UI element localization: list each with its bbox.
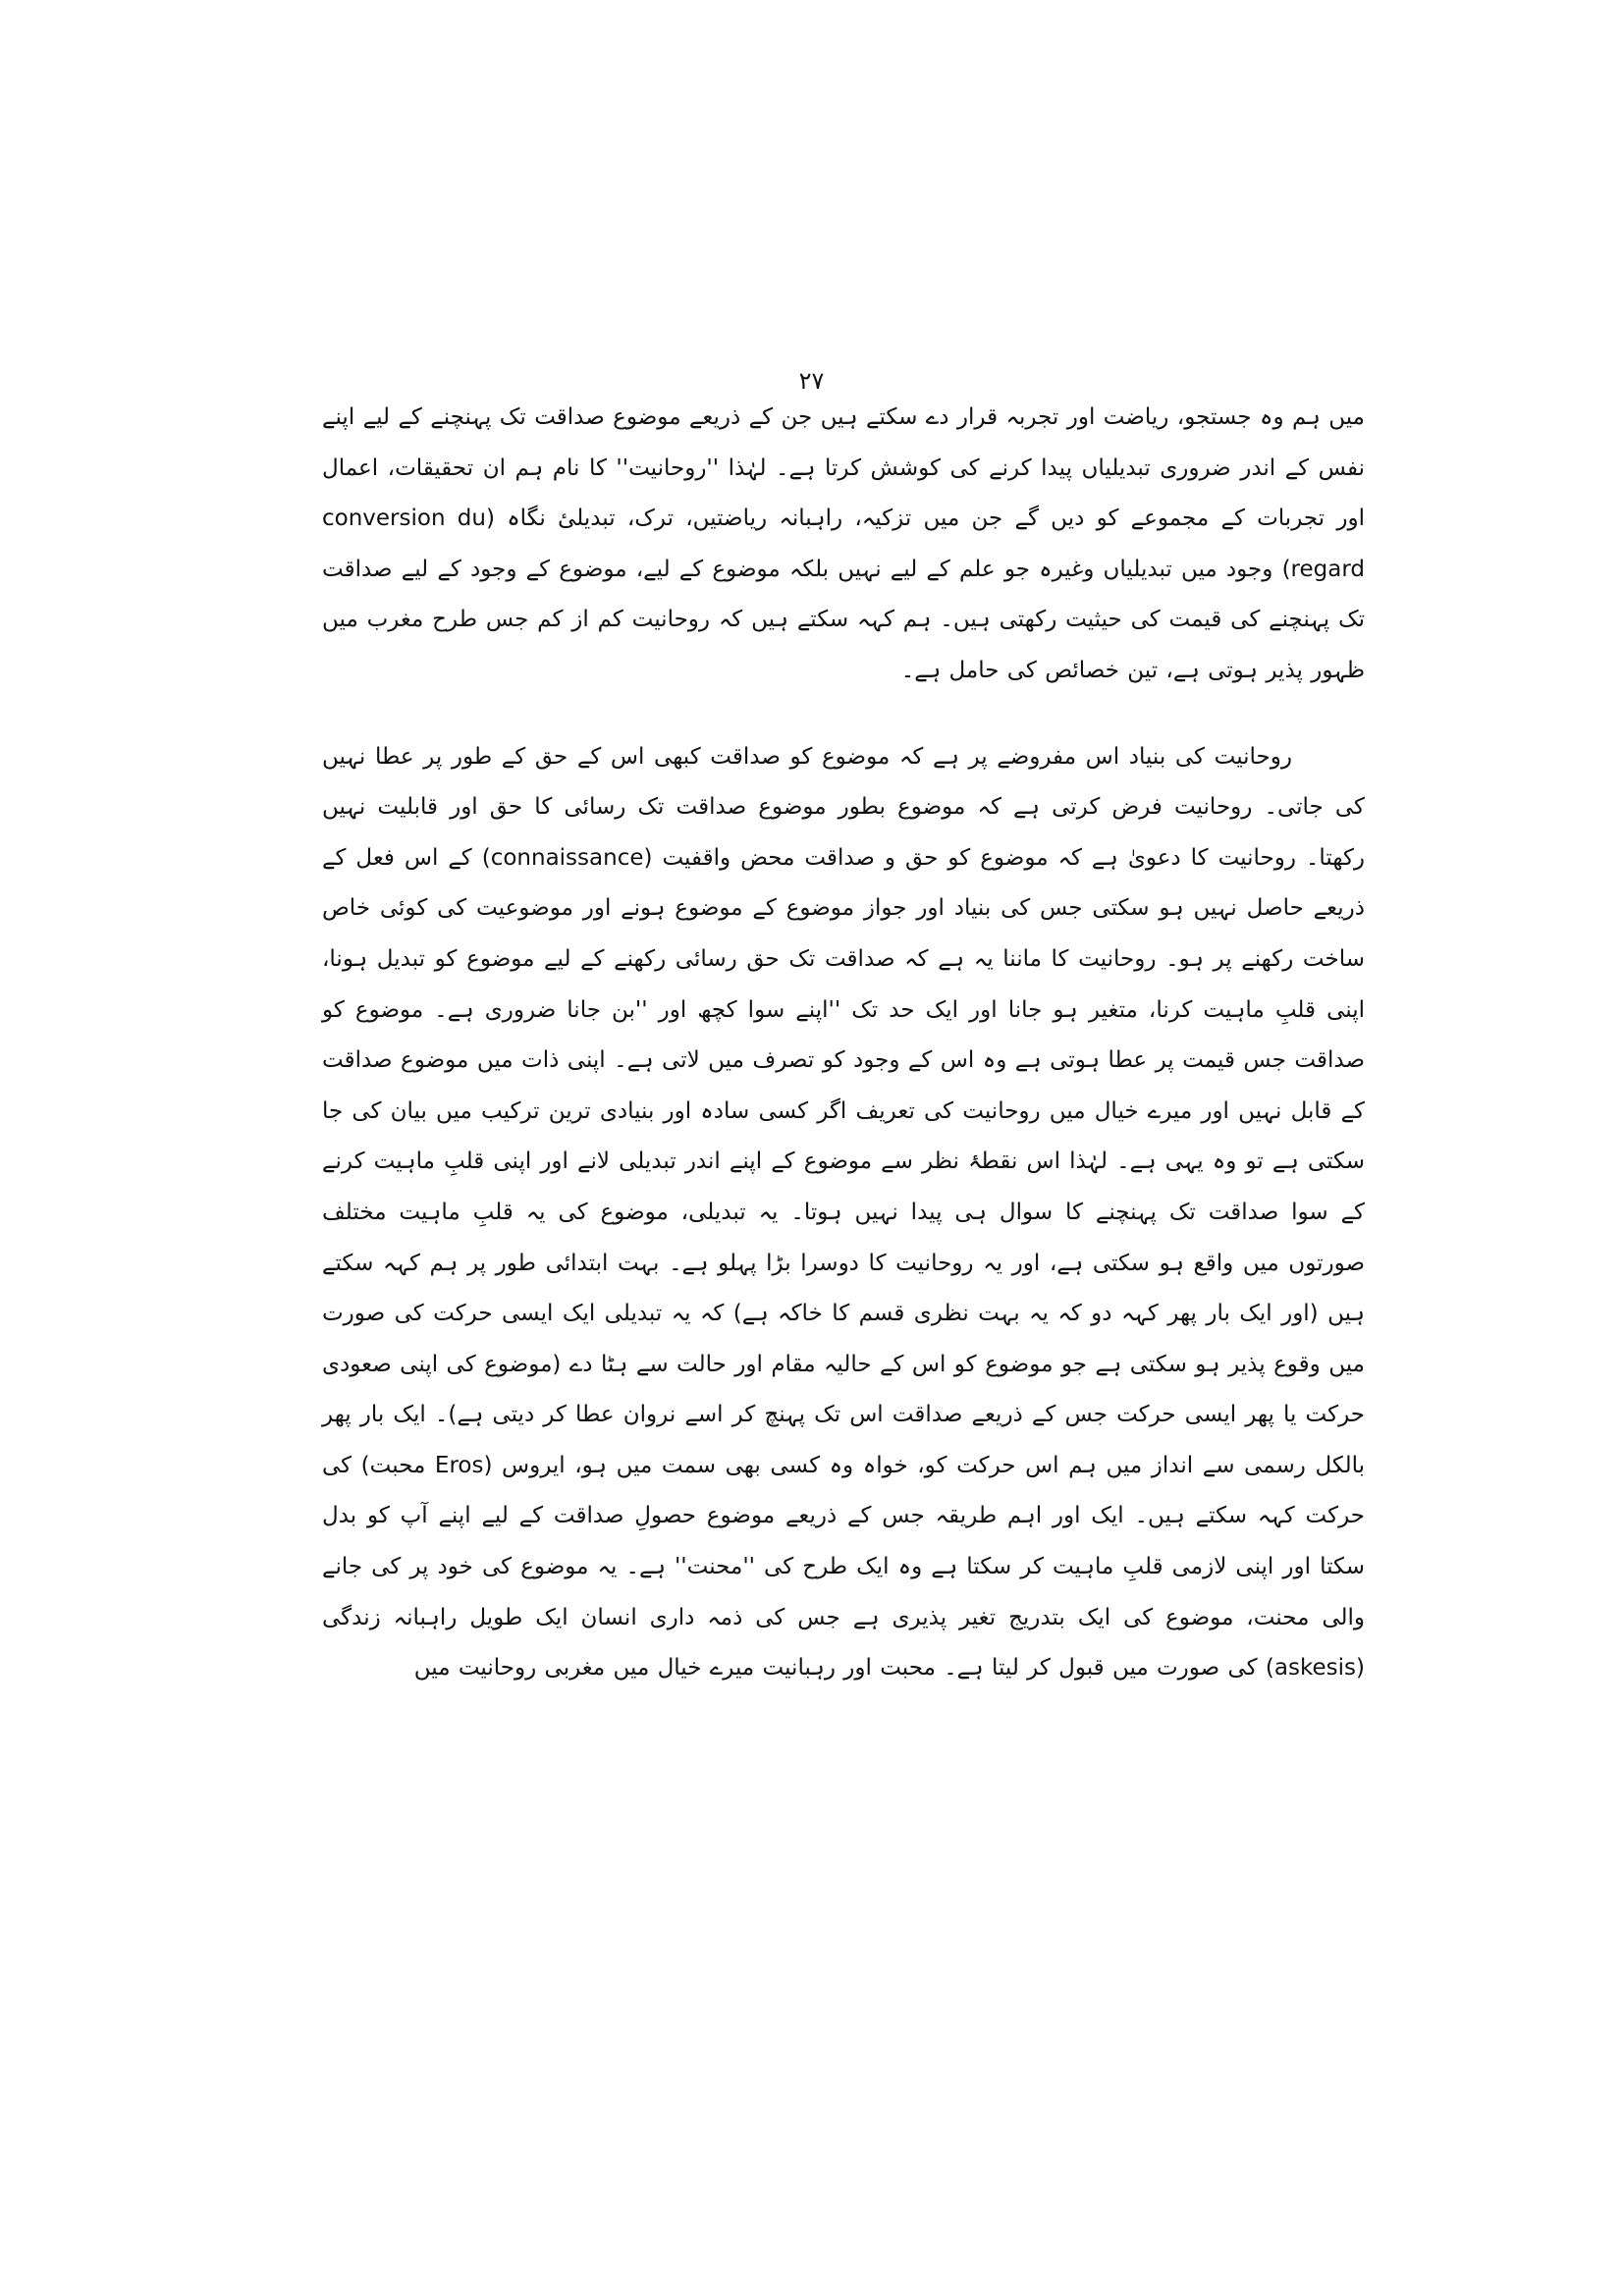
page-number: ۲۷ xyxy=(798,367,825,395)
body-text xyxy=(322,393,1365,1694)
paragraph-1: میں ہم وہ جستجو، ریاضت اور تجربہ قرار دے سکتے ہیں جن کے ذریعے موضوع صداقت تک پہنچنے کے لیے اپنے نفس کے اندر ضروری تبدیلیاں پیدا کرنے کی کوشش کرتا ہے۔ لہٰذا ''روحانیت'' کا نام ہم ان تحقیقات، اعمال اور تجربات کے مجموعے کو دیں گے جن میں تزکیہ، راہبانہ ریاضتیں، ترک، تبدیلیٔ نگاہ (conversion du regard) وجود میں تبدیلیاں وغیرہ جو علم کے لیے نہیں بلکہ موضوع کے لیے، موضوع کے وجود کے لیے صداقت تک پہنچنے کی قیمت کی حیثیت رکھتی ہیں۔ ہم کہہ سکتے ہیں کہ روحانیت کم از کم جس طرح مغرب میں ظہور پذیر ہوتی ہے، تین خصائص کی حامل ہے۔ xyxy=(322,404,1365,683)
paragraph-2: روحانیت کی بنیاد اس مفروضے پر ہے کہ موضوع کو صداقت کبھی اس کے حق کے طور پر عطا نہیں کی جاتی۔ روحانیت فرض کرتی ہے کہ موضوع بطور موضوع صداقت تک رسائی کا حق اور قابلیت نہیں رکھتا۔ روحانیت کا دعویٰ ہے کہ موضوع کو حق و صداقت محض واقفیت (connaissance) کے اس فعل کے ذریعے حاصل نہیں ہو سکتی جس کی بنیاد اور جواز موضوع کے موضوع ہونے اور موضوعیت کی کوئی خاص ساخت رکھنے پر ہو۔ روحانیت کا ماننا یہ ہے کہ صداقت تک حق رسائی رکھنے کے لیے موضوع کو تبدیل ہونا، اپنی قلبِ ماہیت کرنا، متغیر ہو جانا اور ایک حد تک ''اپنے سوا کچھ اور ''بن جانا ضروری ہے۔ موضوع کو صداقت جس قیمت پر عطا ہوتی ہے وہ اس کے وجود کو تصرف میں لاتی ہے۔ اپنی ذات میں موضوع صداقت کے قابل نہیں اور میرے خیال میں روحانیت کی تعریف اگر کسی سادہ اور بنیادی ترین ترکیب میں بیان کی جا سکتی ہے تو وہ یہی ہے۔ لہٰذا اس نقطۂ نظر سے موضوع کے اپنے اندر تبدیلی لانے اور اپنی قلبِ ماہیت کرنے کے سوا صداقت تک پہنچنے کا سوال ہی پیدا نہیں ہوتا۔ یہ تبدیلی، موضوع کی یہ قلبِ ماہیت مختلف صورتوں میں واقع ہو سکتی ہے، اور یہ روحانیت کا دوسرا بڑا پہلو ہے۔ بہت ابتدائی طور پر ہم کہہ سکتے ہیں (اور ایک بار پھر کہہ دو کہ یہ بہت نظری قسم کا خاکہ ہے) کہ یہ تبدیلی ایک ایسی حرکت کی صورت میں وقوع پذیر ہو سکتی ہے جو موضوع کو اس کے حالیہ مقام اور حالت سے ہٹا دے (موضوع کی اپنی صعودی حرکت یا پھر ایسی حرکت جس کے ذریعے صداقت اس تک پہنچ کر اسے نروان عطا کر دیتی ہے)۔ ایک بار پھر بالکل رسمی سے انداز میں ہم اس حرکت کو، خواہ وہ کسی بھی سمت میں ہو، ایروس (Eros محبت) کی حرکت کہہ سکتے ہیں۔ ایک اور اہم طریقہ جس کے ذریعے موضوع حصولِ صداقت کے لیے اپنے آپ کو بدل سکتا اور اپنی لازمی قلبِ ماہیت کر سکتا ہے وہ ایک طرح کی ''محنت'' ہے۔ یہ موضوع کی خود پر کی جانے والی محنت، موضوع کی ایک بتدریج تغیر پذیری ہے جس کی ذمہ داری انسان ایک طویل راہبانہ زندگی (askesis) کی صورت میں قبول کر لیتا ہے۔ محبت اور رہبانیت میرے خیال میں مغربی روحانیت میں xyxy=(322,743,1365,1682)
